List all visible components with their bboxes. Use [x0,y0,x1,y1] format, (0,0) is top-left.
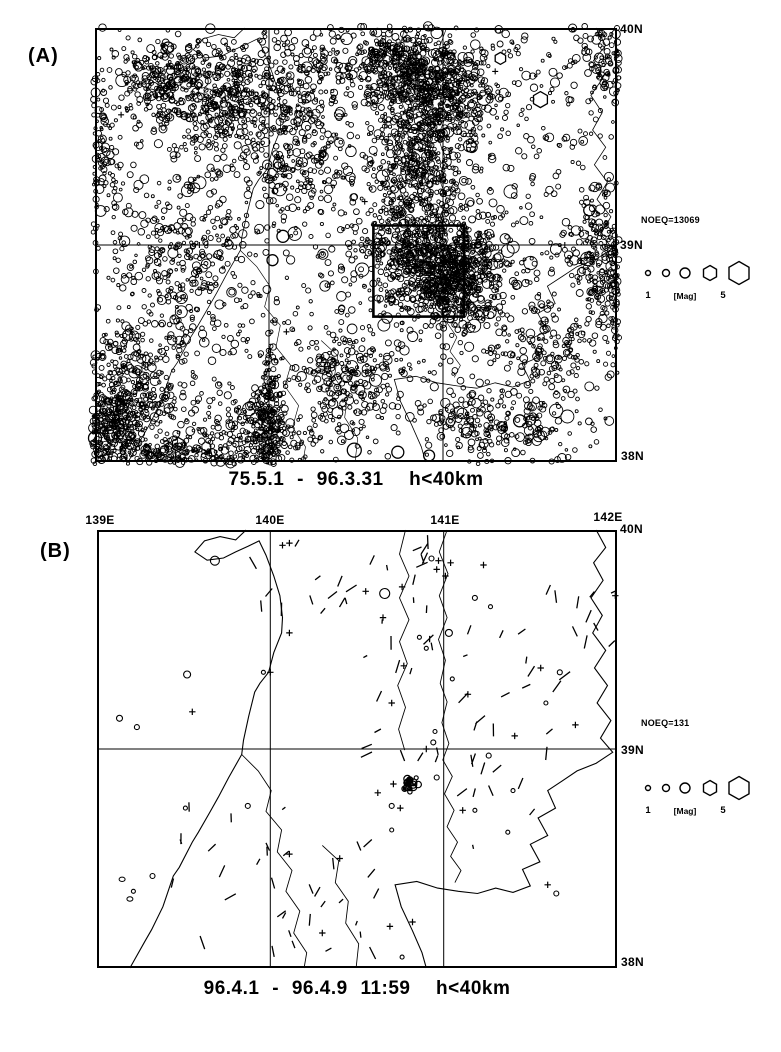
legend-b-max-label: 5 [720,805,726,816]
map-b-lon-label-142e: 142E [593,510,623,524]
legend-b-mag-label: [Mag] [673,806,697,816]
magnitude-legend-b [638,772,764,806]
map-b-lon-label-140e: 140E [255,513,285,527]
map-b-lat-label-40n: 40N [620,522,643,536]
map-b-event-count: NOEQ=131 [641,718,690,728]
seismicity-map-a [95,28,617,462]
legend-b-min-label: 1 [645,805,651,816]
map-a-event-count: NOEQ=13069 [641,215,700,225]
map-a-lat-label-38n: 38N [621,449,644,463]
legend-a-min-label: 1 [645,290,651,301]
map-b-lon-label-141e: 141E [430,513,460,527]
map-b-lat-label-39n: 39N [621,743,644,757]
seismicity-map-b [97,530,617,968]
panel-b-label: (B) [40,540,71,562]
panel-a-caption: 75.5.1 - 96.3.31 h<40km [228,469,484,490]
panel-b-caption: 96.4.1 - 96.4.9 11:59 h<40km [203,978,511,999]
map-a-lat-label-39n: 39N [620,238,643,252]
legend-a-max-label: 5 [720,290,726,301]
map-b-lon-label-139e: 139E [85,513,115,527]
map-a-lat-label-40n: 40N [620,22,643,36]
panel-a-label: (A) [28,45,59,67]
magnitude-legend-a [638,257,764,291]
legend-a-mag-label: [Mag] [673,291,697,301]
map-b-lat-label-38n: 38N [621,955,644,969]
